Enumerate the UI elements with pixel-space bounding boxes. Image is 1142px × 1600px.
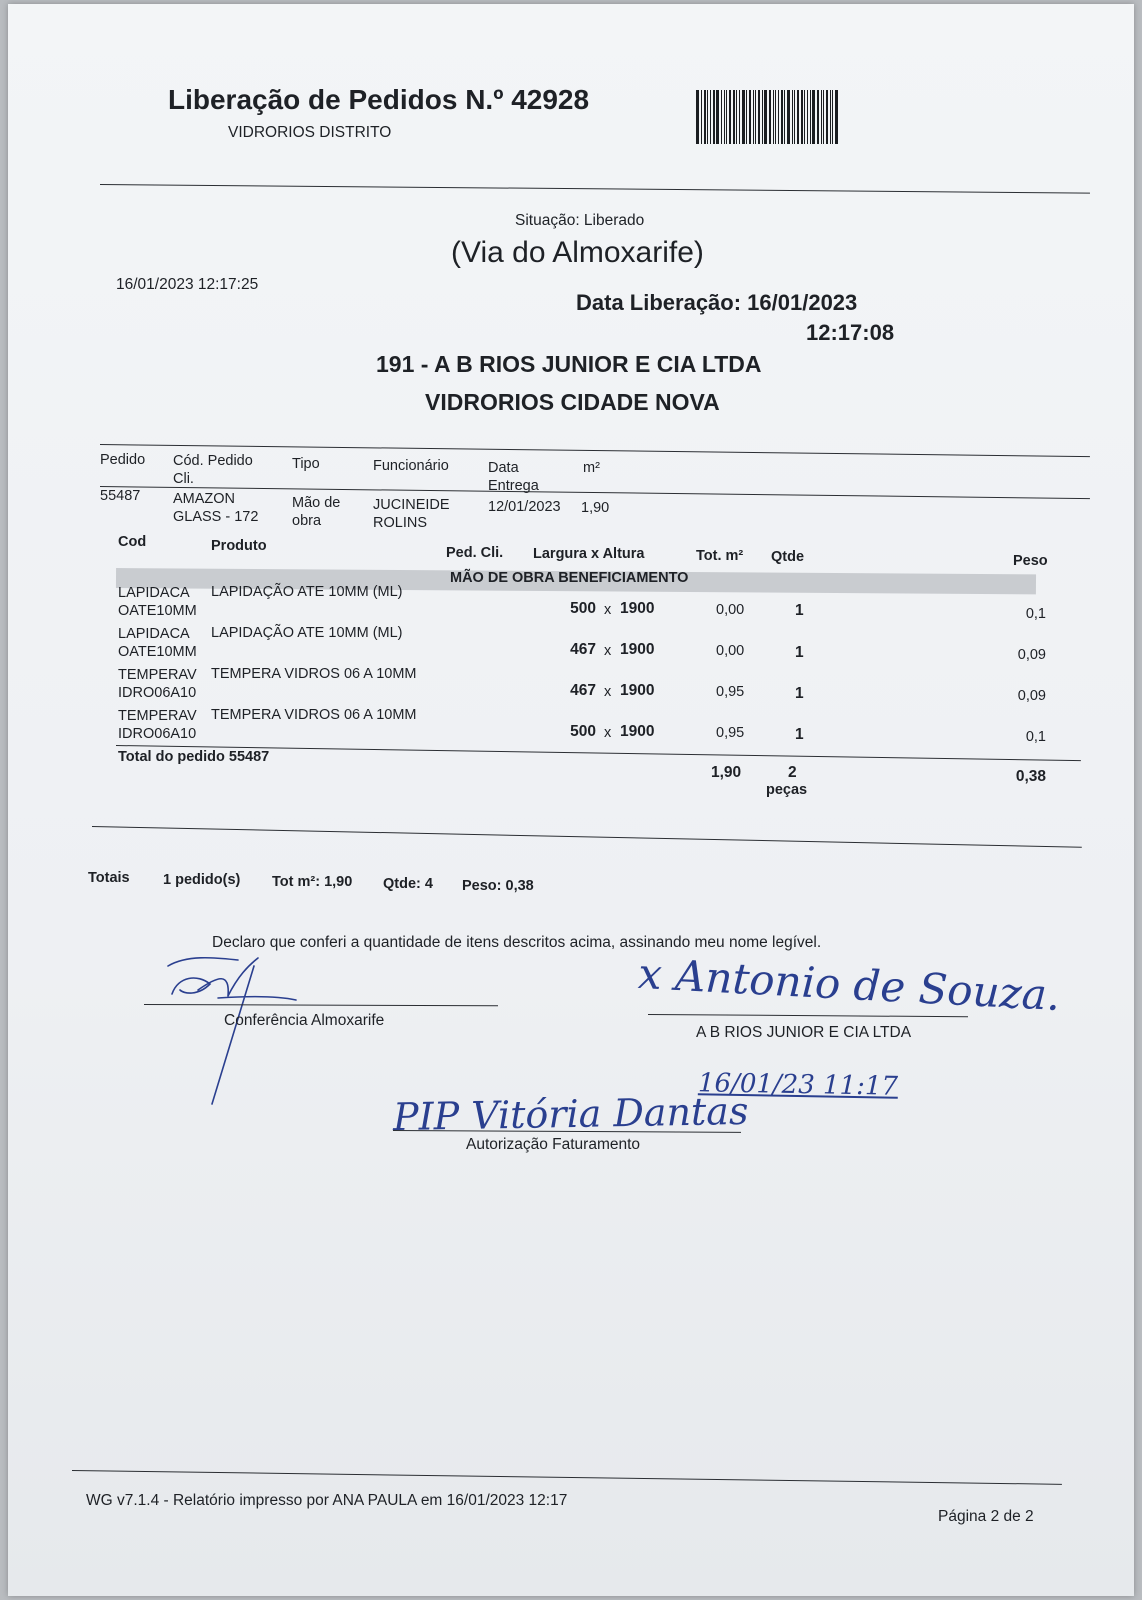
items-header-cod: Cod	[118, 534, 147, 550]
print-datetime: 16/01/2023 12:17:25	[116, 276, 259, 293]
items-header-ped-cli: Ped. Cli.	[446, 545, 504, 561]
item-cod: LAPIDACA OATE10MM	[118, 626, 197, 660]
release-date: Data Liberação: 16/01/2023	[576, 290, 858, 315]
conferencia-label: Conferência Almoxarife	[224, 1012, 385, 1029]
order-header-funcionario: Funcionário	[373, 458, 449, 474]
item-peso: 0,1	[1025, 729, 1046, 745]
item-produto: TEMPERA VIDROS 06 A 10MM	[211, 666, 417, 682]
client-signature-line	[648, 1014, 968, 1017]
company-name: VIDRORIOS DISTRITO	[228, 124, 392, 141]
order-data-entrega: 12/01/2023	[488, 499, 561, 515]
status-text: Situação: Liberado	[515, 212, 645, 229]
order-m2: 1,90	[581, 500, 610, 516]
declaration-text: Declaro que conferi a quantidade de itens descritos acima, assinando meu nome legível.	[212, 934, 822, 951]
item-produto: LAPIDAÇÃO ATE 10MM (ML)	[211, 625, 403, 641]
item-tot-m2: 0,95	[716, 725, 745, 741]
header-divider	[100, 184, 1090, 194]
item-tot-m2: 0,95	[716, 684, 745, 700]
item-peso: 0,09	[1017, 647, 1046, 663]
order-header-pedido: Pedido	[100, 452, 146, 468]
order-total-label: Total do pedido 55487	[118, 749, 270, 765]
handwritten-date: 16/01/23 11:17	[697, 1068, 899, 1102]
page-number: Página 2 de 2	[938, 1508, 1034, 1525]
footer-rule	[72, 1470, 1062, 1485]
totals-divider	[92, 826, 1082, 848]
group-label: MÃO DE OBRA BENEFICIAMENTO	[450, 570, 689, 586]
item-peso: 0,09	[1017, 688, 1046, 704]
client-handwritten-signature: x Antonio de Souza.	[637, 948, 1062, 1021]
signature-conferencia	[158, 946, 318, 1116]
item-cod: LAPIDACA OATE10MM	[118, 585, 197, 619]
item-x: x	[604, 684, 612, 700]
document-title: Liberação de Pedidos N.º 42928	[168, 84, 590, 115]
item-peso: 0,1	[1025, 606, 1046, 622]
item-largura: 467	[570, 641, 596, 658]
autorizacao-handwritten-signature: PIP Vitória Dantas	[392, 1088, 749, 1140]
item-qtde: 1	[795, 726, 804, 743]
item-x: x	[604, 725, 612, 741]
order-funcionario: JUCINEIDE ROLINS	[373, 497, 450, 531]
item-cod: TEMPERAV IDRO06A10	[118, 667, 197, 701]
order-tipo: Mão de obra	[292, 495, 341, 529]
item-altura: 1900	[620, 641, 655, 658]
order-header-tipo: Tipo	[292, 456, 320, 472]
totals-pedidos: 1 pedido(s)	[163, 872, 241, 888]
barcode	[696, 90, 868, 144]
order-total-qtde: 2	[788, 764, 797, 781]
document-page	[8, 4, 1134, 1596]
client-signature-label: A B RIOS JUNIOR E CIA LTDA	[696, 1024, 912, 1041]
item-largura: 467	[570, 682, 596, 699]
via-label: (Via do Almoxarife)	[451, 236, 704, 269]
item-altura: 1900	[620, 723, 655, 740]
items-header-largura-altura: Largura x Altura	[533, 546, 645, 562]
item-cod: TEMPERAV IDRO06A10	[118, 708, 197, 742]
release-time: 12:17:08	[806, 320, 895, 345]
order-header-data-entrega: Data Entrega	[488, 460, 539, 494]
item-produto: TEMPERA VIDROS 06 A 10MM	[211, 707, 417, 723]
totals-peso: Peso: 0,38	[462, 878, 534, 894]
client-store: VIDRORIOS CIDADE NOVA	[425, 389, 720, 415]
item-largura: 500	[570, 723, 596, 740]
item-tot-m2: 0,00	[716, 643, 745, 659]
totals-qtde: Qtde: 4	[383, 876, 433, 892]
items-header-peso: Peso	[1013, 553, 1048, 569]
order-total-peso: 0,38	[1015, 768, 1046, 785]
item-produto: LAPIDAÇÃO ATE 10MM (ML)	[211, 584, 403, 600]
items-header-tot-m2: Tot. m²	[696, 548, 744, 564]
item-x: x	[604, 643, 612, 659]
order-pedido: 55487	[100, 488, 141, 504]
item-largura: 500	[570, 600, 596, 617]
item-tot-m2: 0,00	[716, 602, 745, 618]
totals-tot-m2: Tot m²: 1,90	[272, 874, 353, 890]
item-qtde: 1	[795, 602, 804, 619]
order-header-cod-pedido-cli: Cód. Pedido Cli.	[173, 453, 253, 487]
item-x: x	[604, 602, 612, 618]
order-header-m2: m²	[583, 460, 600, 476]
order-cod-pedido-cli: AMAZON GLASS - 172	[173, 491, 259, 525]
client-name: 191 - A B RIOS JUNIOR E CIA LTDA	[376, 351, 762, 377]
order-total-m2: 1,90	[711, 764, 742, 781]
totals-label: Totais	[88, 870, 130, 886]
item-qtde: 1	[795, 685, 804, 702]
items-header-qtde: Qtde	[771, 549, 805, 565]
footer-printed-by: WG v7.1.4 - Relatório impresso por ANA PAULA em 16/01/2023 12:17	[86, 1492, 568, 1509]
item-qtde: 1	[795, 644, 804, 661]
item-altura: 1900	[620, 600, 655, 617]
autorizacao-label: Autorização Faturamento	[466, 1136, 641, 1153]
item-altura: 1900	[620, 682, 655, 699]
order-total-qtde-unit: peças	[766, 782, 808, 798]
items-header-produto: Produto	[211, 538, 267, 554]
